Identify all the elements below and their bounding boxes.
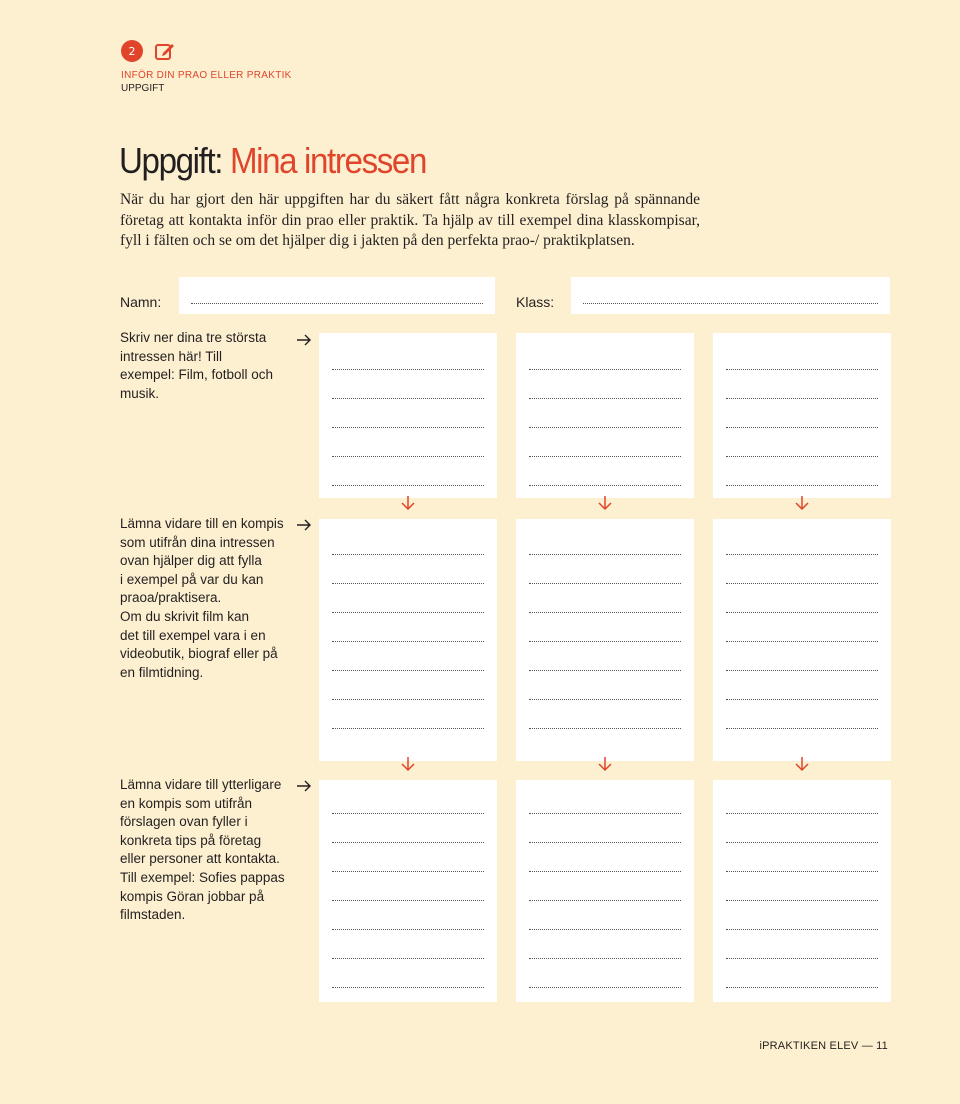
instruction-line: förslagen ovan fyller i (120, 814, 248, 830)
name-label: Namn: (120, 294, 162, 310)
arrow-right-icon (296, 334, 312, 346)
instruction-line: en kompis som utifrån (120, 795, 253, 811)
instruction-line: det till exempel vara i en (120, 627, 266, 643)
instruction-contacts (120, 776, 290, 925)
instruction-line: Om du skrivit film kan (120, 608, 250, 624)
class-field[interactable] (571, 277, 890, 314)
section-kicker: INFÖR DIN PRAO ELLER PRAKTIK (121, 70, 292, 81)
class-label: Klass: (516, 294, 555, 310)
instruction-line: en filmtidning. (120, 664, 204, 680)
arrow-right-icon (296, 780, 312, 792)
instruction-line: intressen här! Till (120, 348, 223, 364)
edit-icon (154, 40, 176, 62)
page-header (121, 40, 292, 95)
instruction-line: ovan hjälper dig att fylla (120, 553, 262, 569)
name-field[interactable] (179, 277, 495, 314)
arrow-down-icon (401, 756, 415, 772)
instruction-line: konkreta tips på företag (120, 832, 262, 848)
page-footer: iPRAKTIKEN ELEV — 11 (759, 1040, 888, 1052)
interest-card-1[interactable] (319, 333, 497, 498)
section-subkicker: UPPGIFT (121, 83, 165, 94)
arrow-down-icon (401, 495, 415, 511)
title-main: Mina intressen (229, 140, 427, 181)
instruction-line: exempel: Film, fotboll och (120, 367, 274, 383)
arrow-down-icon (598, 495, 612, 511)
instruction-line: eller personer att kontakta. (120, 851, 280, 867)
page-title (119, 140, 426, 182)
title-prefix: Uppgift: (119, 140, 223, 181)
intro-paragraph: När du har gjort den här uppgiften har du säkert fått några konkreta förslag på spännande företag att kontakta inför din prao eller praktik. Ta hjälp av till exempel dina klasskompisar, fyll i fälten och se om det hjälper dig i jakten på den perfekta prao-/ praktikplatsen. (120, 191, 700, 249)
page-number-badge: 2 (121, 40, 143, 62)
instruction-line: Skriv ner dina tre största (120, 330, 267, 345)
instruction-interests (120, 329, 290, 403)
contact-card-3[interactable] (713, 780, 891, 1002)
arrow-down-icon (598, 756, 612, 772)
contact-card-2[interactable] (516, 780, 694, 1002)
instruction-line: filmstaden. (120, 907, 186, 923)
interest-card-3[interactable] (713, 333, 891, 498)
instruction-line: Till exempel: Sofies pappas (120, 869, 285, 885)
place-card-2[interactable] (516, 519, 694, 761)
place-card-1[interactable] (319, 519, 497, 761)
instruction-line: praoa/praktisera. (120, 590, 222, 606)
instruction-line: Lämna vidare till en kompis (120, 516, 284, 531)
instruction-line: musik. (120, 385, 160, 401)
instruction-line: som utifrån dina intressen (120, 534, 275, 550)
contact-card-1[interactable] (319, 780, 497, 1002)
instruction-line: videobutik, biograf eller på (120, 646, 278, 662)
interest-card-2[interactable] (516, 333, 694, 498)
instruction-line: i exempel på var du kan (120, 571, 264, 587)
arrow-down-icon (795, 756, 809, 772)
instruction-line: Lämna vidare till ytterligare (120, 777, 282, 792)
place-card-3[interactable] (713, 519, 891, 761)
instruction-line: kompis Göran jobbar på (120, 888, 265, 904)
instruction-places (120, 515, 290, 682)
arrow-down-icon (795, 495, 809, 511)
arrow-right-icon (296, 519, 312, 531)
